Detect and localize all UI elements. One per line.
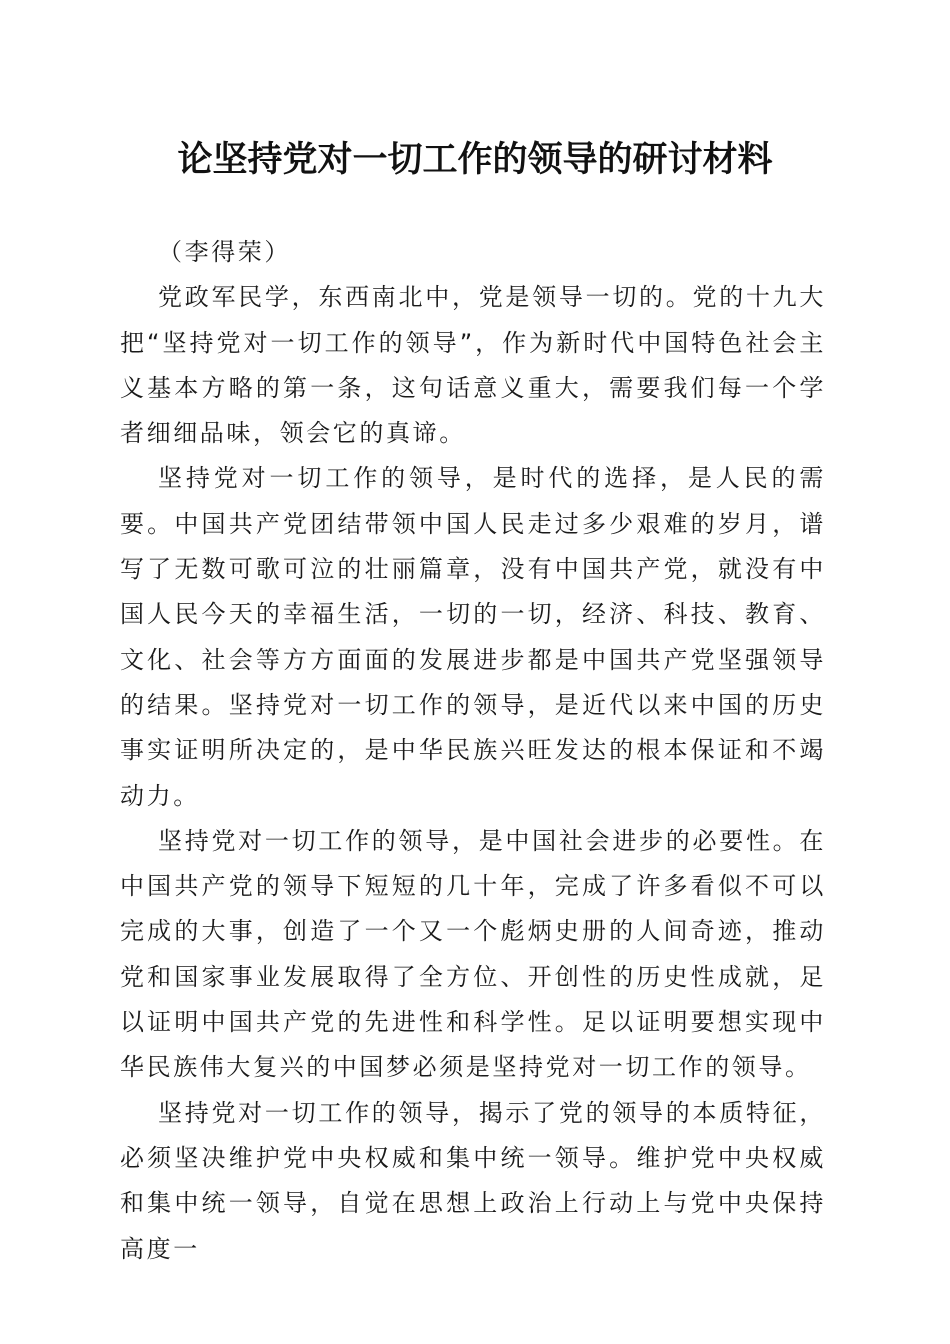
paragraph-1: 党政军民学，东西南北中，党是领导一切的。党的十九大把“坚持党对一切工作的领导”，作为新时代中国特色社会主义基本方略的第一条，这句话意义重大，需要我们每一个学者细细品味，领会它的真谛。 xyxy=(120,283,826,448)
author-line: （李得荣） xyxy=(158,238,291,266)
paragraph-4: 坚持党对一切工作的领导，揭示了党的领导的本质特征，必须坚决维护党中央权威和集中统一领导。维护党中央权威和集中统一领导，自觉在思想上政治上行动上与党中央保持高度一 xyxy=(120,1098,826,1263)
document-title: 论坚持党对一切工作的领导的研讨材料 xyxy=(177,139,773,180)
paragraph-3: 坚持党对一切工作的领导，是中国社会进步的必要性。在中国共产党的领导下短短的几十年，完成了许多看似不可以完成的大事，创造了一个又一个彪炳史册的人间奇迹，推动党和国家事业发展取得了全方位、开创性的历史性成就，足以证明中国共产党的先进性和科学性。足以证明要想实现中华民族伟大复兴的中国梦必须是坚持党对一切工作的领导。 xyxy=(120,826,826,1082)
paragraph-2: 坚持党对一切工作的领导，是时代的选择，是人民的需要。中国共产党团结带领中国人民走过多少艰难的岁月，谱写了无数可歌可泣的壮丽篇章，没有中国共产党，就没有中国人民今天的幸福生活，一切的一切，经济、科技、教育、文化、社会等方方面面的发展进步都是中国共产党坚强领导的结果。坚持党对一切工作的领导，是近代以来中国的历史事实证明所决定的，是中华民族兴旺发达的根本保证和不竭动力。 xyxy=(120,464,826,810)
document-body xyxy=(120,230,826,1272)
